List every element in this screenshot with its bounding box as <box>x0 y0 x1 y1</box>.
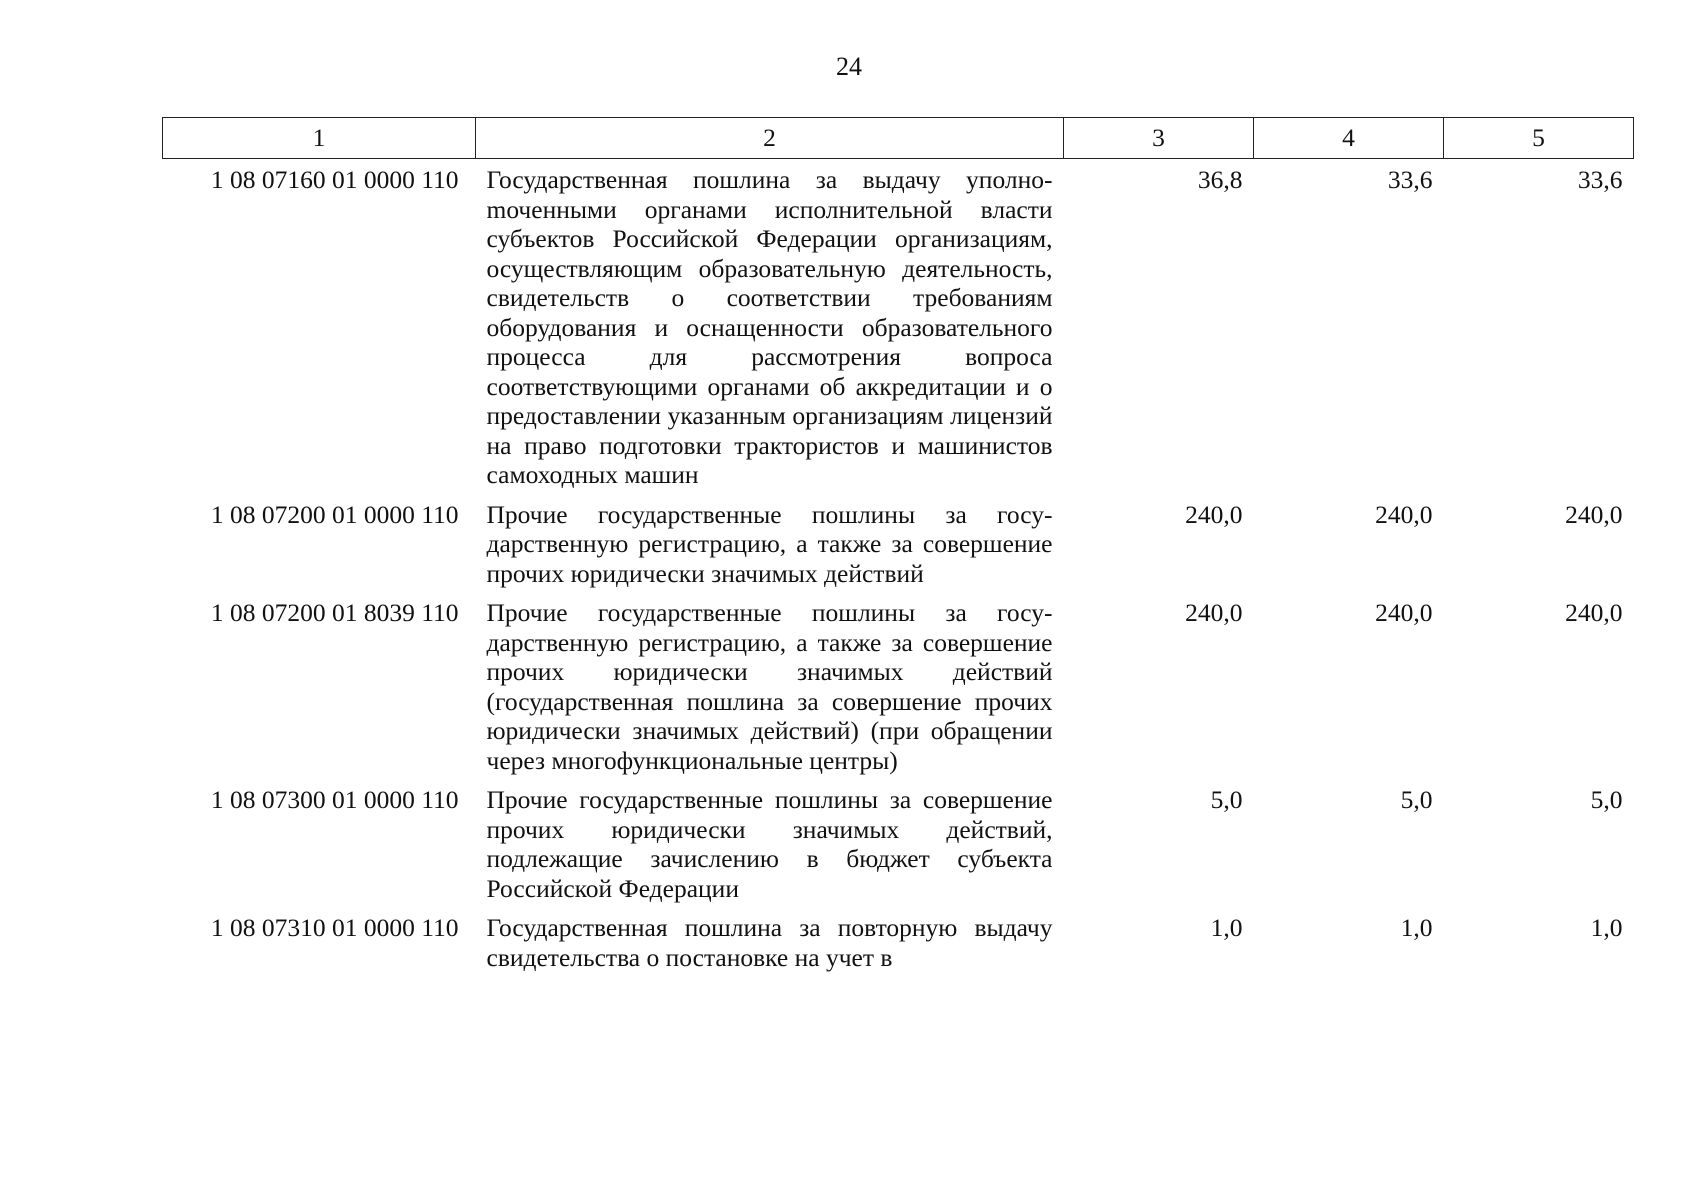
table-header <box>163 118 1634 159</box>
table-body <box>163 159 1634 983</box>
header-col-2: 2 <box>476 118 1064 159</box>
table-row <box>163 913 1634 982</box>
table-row <box>163 500 1634 599</box>
row-value-col5: 1,0 <box>1590 913 1623 942</box>
row-description: Государственная пошлина за выдачу уполноmоченными органами исполнительной власти субъектов Российской Федерации организациям, осуществляющим образовательную деятельность, свидетельств о соответствии требованиям оборудования и оснащенности образовательного процесса для рассмотрения вопроса соответствующими органами об аккредитации и о предоставлении указанным организациям лицензий на право подготовки трактористов и машинистов самоходных машин <box>486 165 1053 489</box>
row-code: 1 08 07310 01 0000 110 <box>210 913 459 942</box>
header-col-1: 1 <box>163 118 476 159</box>
row-value-col3: 36,8 <box>1197 165 1243 194</box>
page-number: 24 <box>836 52 862 81</box>
row-value-col4: 240,0 <box>1375 598 1433 627</box>
row-value-col3: 240,0 <box>1185 598 1243 627</box>
row-value-col5: 240,0 <box>1565 598 1623 627</box>
header-col-4: 4 <box>1254 118 1444 159</box>
header-col-5: 5 <box>1444 118 1634 159</box>
row-code: 1 08 07160 01 0000 110 <box>210 165 459 194</box>
row-description: Прочие государственные пошлины за совершение прочих юридически значимых действий, подлежащие зачислению в бюджет субъекта Российской Федерации <box>486 785 1053 903</box>
row-value-col4: 240,0 <box>1375 499 1433 529</box>
row-value-col3: 1,0 <box>1210 913 1243 942</box>
table-row <box>163 785 1634 913</box>
header-row <box>163 118 1634 159</box>
row-value-col5: 240,0 <box>1565 499 1623 529</box>
row-description: Государственная пошлина за повторную выдачу свидетельства о постановке на учет в <box>486 913 1053 972</box>
row-code: 1 08 07300 01 0000 110 <box>210 785 459 814</box>
table-row <box>163 159 1634 500</box>
row-value-col3: 240,0 <box>1185 499 1243 529</box>
row-value-col4: 1,0 <box>1400 913 1433 942</box>
row-description: Прочие государственные пошлины за государственную регистрацию, а также за совершение прочих юридически значимых действий <box>486 499 1053 588</box>
row-value-col4: 33,6 <box>1387 165 1433 194</box>
row-value-col4: 5,0 <box>1400 785 1433 814</box>
revenue-table <box>162 117 1634 982</box>
row-code: 1 08 07200 01 0000 110 <box>210 499 459 529</box>
row-code: 1 08 07200 01 8039 110 <box>210 598 459 627</box>
table-row <box>163 598 1634 785</box>
row-value-col5: 33,6 <box>1577 165 1623 194</box>
row-value-col3: 5,0 <box>1210 785 1243 814</box>
header-col-3: 3 <box>1064 118 1254 159</box>
row-value-col5: 5,0 <box>1590 785 1623 814</box>
row-description: Прочие государственные пошлины за государственную регистрацию, а также за совершение прочих юридически значимых действий (государственная пошлина за совершение прочих юридически значимых действий) (при обращении через многофункциональные центры) <box>486 598 1053 775</box>
